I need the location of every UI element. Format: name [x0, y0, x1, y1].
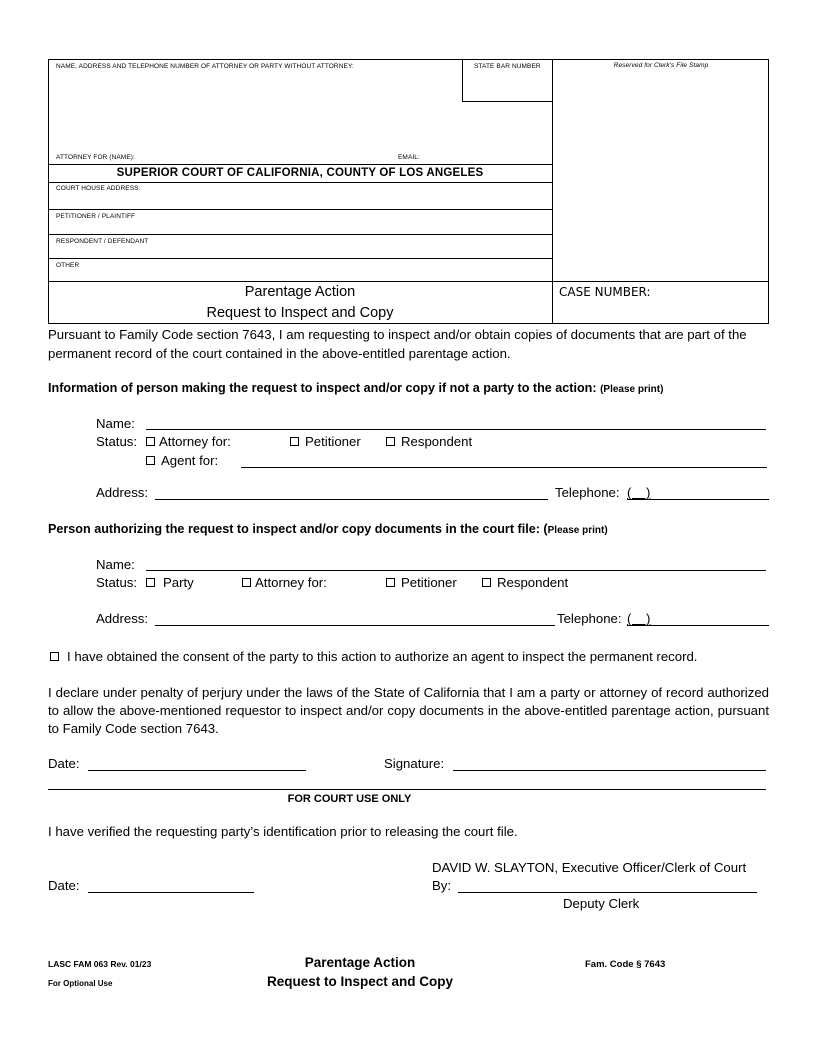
requester-respondent-option[interactable]: [386, 434, 472, 449]
attorney-for-text: Attorney for:: [159, 434, 231, 449]
requester-heading-note: (Please print): [600, 384, 664, 395]
authorizer-respondent-checkbox[interactable]: [482, 578, 491, 587]
authorizer-petitioner-checkbox[interactable]: [386, 578, 395, 587]
authorizer-name-field[interactable]: [146, 570, 766, 571]
court-name-bottom-rule: [48, 182, 552, 183]
petitioner-text: Petitioner: [305, 434, 361, 449]
agent-for-field[interactable]: [241, 467, 767, 468]
requester-agent-option[interactable]: [146, 453, 218, 468]
requester-telephone-field[interactable]: [627, 499, 769, 500]
court-name: SUPERIOR COURT OF CALIFORNIA, COUNTY OF LOS ANGELES: [116, 167, 484, 179]
authorizer-party-option[interactable]: [146, 575, 194, 590]
respondent-label: RESPONDENT / DEFENDANT: [56, 238, 149, 245]
signature-label: Signature:: [384, 756, 445, 771]
rule-other: [48, 258, 552, 259]
authorizer-telephone-label: Telephone:: [557, 611, 622, 626]
requester-petitioner-option[interactable]: [290, 434, 361, 449]
requester-heading: [48, 381, 663, 395]
declarant-date-label: Date:: [48, 756, 80, 771]
respondent-checkbox[interactable]: [386, 437, 395, 446]
deputy-clerk-label: Deputy Clerk: [563, 896, 640, 911]
signature-field[interactable]: [453, 770, 766, 771]
form-title-line2: Request to Inspect and Copy: [206, 305, 394, 321]
declaration-paragraph: I declare under penalty of perjury under the laws of the State of California that I am a party or attorney of record authorized to allow the above-mentioned requestor to inspect and/or copy documents in the above-entitled parentage action, pursuant to Family Code section 7643.: [48, 685, 769, 736]
petitioner-label: PETITIONER / PLAINTIFF: [56, 213, 136, 220]
authorizer-telephone-area[interactable]: ( ): [627, 611, 651, 626]
footer-title-line1: Parentage Action: [304, 955, 416, 970]
form-title-line1: Parentage Action: [244, 284, 356, 300]
court-name-top-rule: [48, 164, 552, 165]
title-top-rule: [48, 281, 769, 282]
requester-status-label: Status:: [96, 434, 138, 449]
authorizer-attorney-option[interactable]: [242, 575, 327, 590]
footer-code: Fam. Code § 7643: [585, 959, 666, 970]
verified-text: I have verified the requesting party’s identification prior to releasing the court file.: [48, 824, 518, 839]
footer-title-line2: Request to Inspect and Copy: [266, 974, 454, 989]
court-use-rule: [48, 789, 766, 790]
authorizer-address-field[interactable]: [155, 625, 555, 626]
attorney-for-label: ATTORNEY FOR (NAME):: [56, 154, 135, 161]
attorney-label: NAME, ADDRESS AND TELEPHONE NUMBER OF ATTORNEY OR PARTY WITHOUT ATTORNEY:: [56, 63, 354, 70]
declarant-date-field[interactable]: [88, 770, 306, 771]
clerk-stamp-label: Reserved for Clerk's File Stamp: [613, 62, 709, 69]
consent-checkbox[interactable]: [50, 652, 59, 661]
rule-respondent: [48, 234, 552, 235]
requester-address-label: Address:: [96, 485, 149, 500]
agent-for-text: Agent for:: [161, 453, 219, 468]
optional-use: For Optional Use: [48, 979, 113, 988]
clerk-name: DAVID W. SLAYTON, Executive Officer/Clerk of Court: [432, 860, 747, 875]
authorizer-attorney-text: Attorney for:: [255, 575, 327, 590]
stamp-column-divider: [552, 59, 553, 324]
party-text: Party: [163, 575, 194, 590]
other-label: OTHER: [56, 262, 80, 269]
party-checkbox[interactable]: [146, 578, 155, 587]
attorney-checkbox[interactable]: [146, 437, 155, 446]
consent-text: I have obtained the consent of the party to this action to authorize an agent to inspect the permanent record.: [67, 649, 698, 664]
authorizer-heading-paren: (: [543, 522, 548, 536]
authorizer-heading-note: Please print): [547, 525, 608, 536]
requester-heading-text: Information of person making the request to inspect and/or copy if not a party to the action:: [48, 381, 597, 395]
authorizer-petitioner-option[interactable]: [386, 575, 457, 590]
authorizer-status-label: Status:: [96, 575, 138, 590]
authorizer-attorney-checkbox[interactable]: [242, 578, 251, 587]
authorizer-petitioner-text: Petitioner: [401, 575, 457, 590]
respondent-text: Respondent: [401, 434, 473, 449]
requester-telephone-label: Telephone:: [555, 485, 620, 500]
intro-paragraph: Pursuant to Family Code section 7643, I am requesting to inspect and/or obtain copies of documents that are part of the permanent record of the court contained in the above-entitled parentage action.: [48, 327, 747, 361]
authorizer-name-label: Name:: [96, 557, 135, 572]
authorizer-heading-text: Person authorizing the request to inspect and/or copy documents in the court file:: [48, 522, 540, 536]
requester-attorney-option[interactable]: [146, 434, 231, 449]
authorizer-respondent-option[interactable]: [482, 575, 568, 590]
court-date-label: Date:: [48, 878, 80, 893]
email-label: EMAIL:: [398, 154, 420, 161]
case-number-label: CASE NUMBER:: [559, 285, 651, 299]
requester-address-field[interactable]: [155, 499, 548, 500]
authorizer-address-label: Address:: [96, 611, 149, 626]
requester-name-field[interactable]: [146, 429, 766, 430]
state-bar-label: STATE BAR NUMBER: [474, 63, 541, 70]
by-field[interactable]: [458, 892, 757, 893]
authorizer-telephone-field[interactable]: [627, 625, 769, 626]
requester-name-label: Name:: [96, 416, 135, 431]
rule-petitioner: [48, 209, 552, 210]
consent-option[interactable]: [50, 649, 697, 664]
requester-telephone-area[interactable]: ( ): [627, 485, 651, 500]
authorizer-respondent-text: Respondent: [497, 575, 569, 590]
petitioner-checkbox[interactable]: [290, 437, 299, 446]
court-date-field[interactable]: [88, 892, 254, 893]
court-use-heading: FOR COURT USE ONLY: [287, 793, 412, 805]
by-label: By:: [432, 878, 452, 893]
authorizer-heading: [48, 522, 608, 536]
court-house-label: COURT HOUSE ADDRESS:: [56, 185, 141, 192]
agent-checkbox[interactable]: [146, 456, 155, 465]
form-id: LASC FAM 063 Rev. 01/23: [48, 959, 152, 969]
